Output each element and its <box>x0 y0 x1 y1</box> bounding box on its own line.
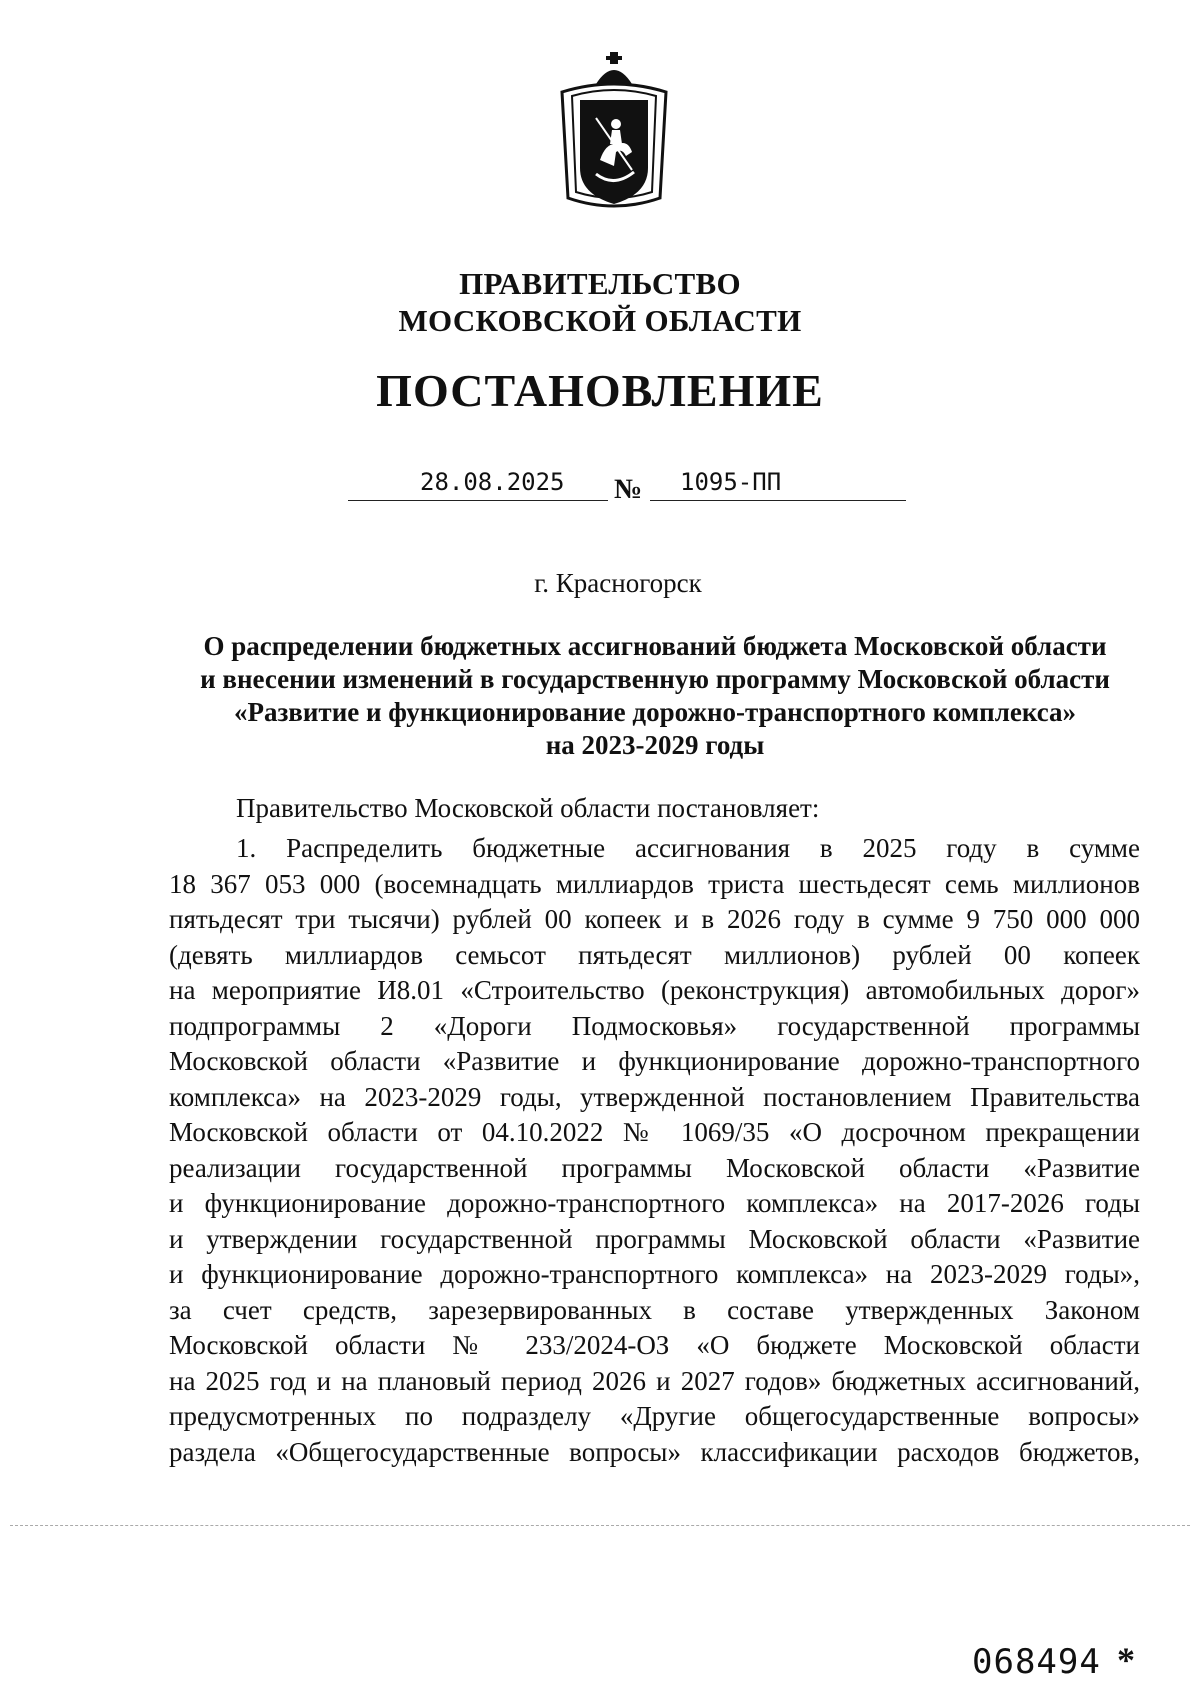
city-of-issue: г. Красногорск <box>534 568 702 598</box>
body-line: 18 367 053 000 (восемнадцать миллиардов триста шестьдесят семь миллионов <box>169 868 1140 899</box>
body-line: за счет средств, зарезервированных в составе утвержденных Законом <box>169 1294 1140 1325</box>
org-name-line2: МОСКОВСКОЙ ОБЛАСТИ <box>398 303 802 338</box>
document-number: 1095-ПП <box>680 468 782 496</box>
body-text <box>169 831 1140 1470</box>
org-name-line1: ПРАВИТЕЛЬСТВО <box>459 266 741 301</box>
body-line: на 2025 год и на плановый период 2026 и 2027 годов» бюджетных ассигнований, <box>169 1365 1140 1396</box>
body-line: на мероприятие И8.01 «Строительство (реконструкция) автомобильных дорог» <box>169 975 1140 1005</box>
number-underline <box>650 500 906 501</box>
document-date: 28.08.2025 <box>420 468 565 496</box>
body-line: (девять миллиардов семьсот пятьдесят миллионов) рублей 00 копеек <box>169 939 1140 970</box>
document-type: ПОСТАНОВЛЕНИЕ <box>376 365 824 416</box>
title-line: и внесении изменений в государственную программу Московской области <box>200 664 1110 694</box>
body-line: Московской области от 04.10.2022 № 1069/35 «О досрочном прекращении <box>169 1117 1140 1147</box>
number-sign: № <box>614 474 643 505</box>
page-fold-divider <box>10 1525 1190 1526</box>
body-line: Московской области «Развитие и функционирование дорожно-транспортного <box>169 1046 1140 1076</box>
body-line: пятьдесят три тысячи) рублей 00 копеек и в 2026 году в сумме 9 750 000 000 <box>169 904 1140 934</box>
serial-mark: * <box>1117 1640 1135 1680</box>
document-title <box>160 630 1150 762</box>
body-line: Московской области № 233/2024-ОЗ «О бюджете Московской области <box>169 1330 1140 1360</box>
preamble: Правительство Московской области постановляет: <box>236 793 820 823</box>
title-line: О распределении бюджетных ассигнований бюджета Московской области <box>203 631 1107 661</box>
date-underline <box>348 500 608 501</box>
title-line: «Развитие и функционирование дорожно-транспортного комплекса» <box>233 697 1077 727</box>
body-line: реализации государственной программы Московской области «Развитие <box>169 1152 1140 1183</box>
body-line: и функционирование дорожно-транспортного комплекса» на 2023-2029 годы», <box>169 1259 1140 1289</box>
body-line: раздела «Общегосударственные вопросы» классификации расходов бюджетов, <box>169 1436 1140 1467</box>
body-line: подпрограммы 2 «Дороги Подмосковья» государственной программы <box>169 1010 1140 1041</box>
body-line: комплекса» на 2023-2029 годы, утвержденной постановлением Правительства <box>169 1081 1140 1112</box>
coat-of-arms-icon <box>556 48 672 216</box>
body-line: предусмотренных по подразделу «Другие общегосударственные вопросы» <box>169 1401 1140 1431</box>
title-line: на 2023-2029 годы <box>545 730 765 760</box>
body-line: и утверждении государственной программы Московской области «Развитие <box>169 1223 1140 1254</box>
body-line: 1. Распределить бюджетные ассигнования в 2025 году в сумме <box>236 833 1140 863</box>
serial-number: 068494 <box>972 1642 1101 1682</box>
body-line: и функционирование дорожно-транспортного комплекса» на 2017-2026 годы <box>169 1188 1140 1218</box>
